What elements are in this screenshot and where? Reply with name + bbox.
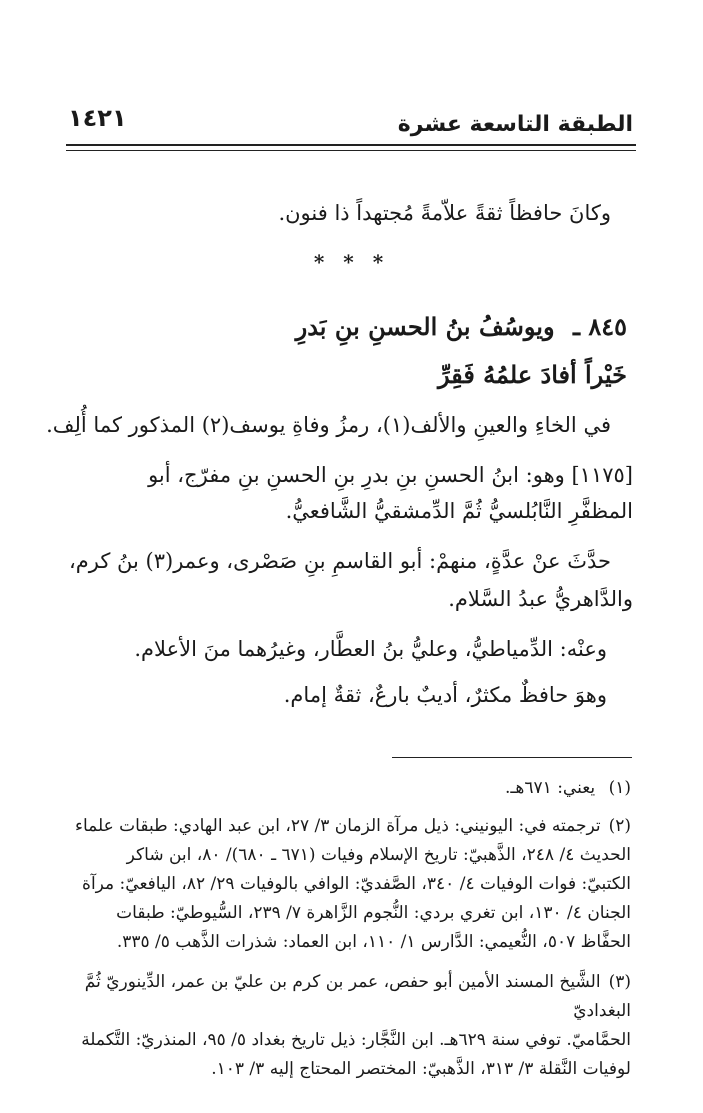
header-rule-thin [66,150,636,151]
footnote-number: (٢) [608,816,631,836]
paragraph-3a: حدَّثَ عنْ عدَّةٍ، منهمْ: أبو القاسمِ بنِ صَصْرى، وعمر(٣) بنُ كرم، [69,549,611,573]
footnote-line: الحمَّاميّ. توفي سنة ٦٢٩هـ. ابن النَّجَّار: ذيل تاريخ بغداد ٥/ ٩٥، المنذريّ: التَّكملة [81,1030,631,1050]
page-number: ١٤٢١ [68,104,127,132]
body-line-1: وكانَ حافظاً ثقةً علاّمةً مُجتهداً ذا فنون. [278,201,611,225]
footnote-number: (١) [608,778,631,798]
footnote-line: لوفيات النَّقلة ٣/ ٣١٣، الذَّهبيّ: المختصر المحتاج إليه ٣/ ١٠٣. [211,1059,631,1079]
entry-name: ويوسُفُ بنُ الحسنِ بنِ بَدرِ [295,312,555,341]
footnote-line: الجنان ٤/ ١٣٠، ابن تغري بردي: النُّجوم الزَّاهرة ٧/ ٢٣٩، السُّيوطيّ: طبقات [116,903,631,923]
footnote-number: (٣) [608,972,631,992]
section-stars: * * * [313,250,390,274]
paragraph-3b: والدَّاهريُّ عبدُ السَّلام. [448,587,633,611]
footnote-line: يعني: ٦٧١هـ. [505,778,596,798]
paragraph-5: وهوَ حافظٌ مكثرٌ، أديبٌ بارعٌ، ثقةٌ إمام. [283,683,607,707]
footnote-separator [392,757,632,758]
entry-heading [296,312,627,341]
paragraph-2a: [١١٧٥] وهو: ابنُ الحسنِ بنِ بدرِ بنِ الحسنِ بنِ مفرّج، أبو [148,463,633,487]
footnote-line: الحديث ٤/ ٢٤٨، الذَّهبيّ: تاريخ الإسلام وفيات (٦٧١ ـ ٦٨٠)/ ٨٠، ابن شاكر [126,845,631,865]
entry-verse: خَيْراً أفادَ علمُهُ فَقِرِّ [437,360,627,389]
footnote-line: الحفَّاظ ٥٠٧، النُّعيمي: الدَّارس ١/ ١١٠، ابن العماد: شذرات الذَّهب ٥/ ٣٣٥. [116,932,631,952]
footnote-3 [71,968,631,1084]
header-rule-thick [66,144,636,146]
paragraph-4: وعنْه: الدِّمياطيُّ، وعليُّ بنُ العطَّار، وغيرُهما منَ الأعلام. [134,637,607,661]
paragraph-1: في الخاءِ والعينِ والألف(١)، رمزُ وفاةِ يوسف(٢) المذكور كما أُلِف. [46,413,611,437]
footnote-1 [71,774,631,803]
running-header-title: الطبقة التاسعة عشرة [397,112,633,137]
footnote-line: الكتبيّ: فوات الوفيات ٤/ ٣٤٠، الصَّفديّ: الوافي بالوفيات ٢٩/ ٨٢، اليافعيّ: مرآة [82,874,631,894]
entry-number: ٨٤٥ ـ [572,312,627,341]
footnote-line: الشَّيخ المسند الأمين أبو حفص، عمر بن كرم بن عليّ بن عمر، الدِّينوريّ ثُمَّ البغداديّ [84,972,631,1021]
footnote-2 [71,812,631,957]
footnote-line: ترجمته في: اليونيني: ذيل مرآة الزمان ٣/ ٢٧، ابن عبد الهادي: طبقات علماء [75,816,601,836]
paragraph-2b: المظفَّرِ النَّابُلسيُّ ثُمَّ الدِّمشقيُّ الشَّافعيُّ. [285,499,633,523]
